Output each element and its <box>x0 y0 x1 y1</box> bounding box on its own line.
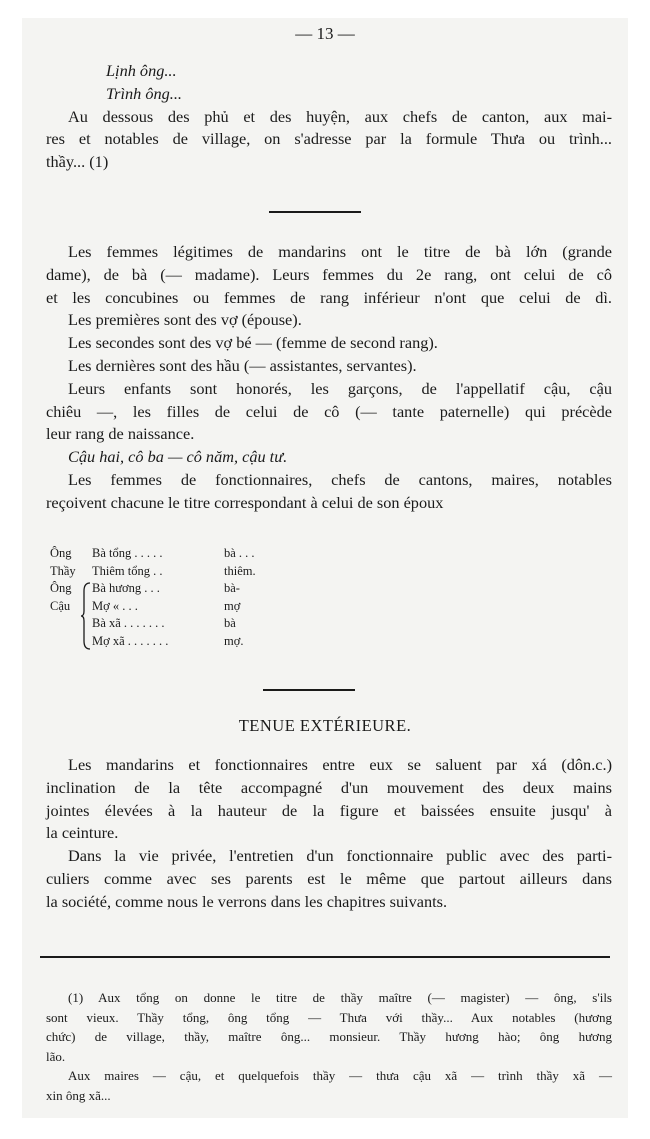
paragraph-line: Dans la vie privée, l'entretien d'un fonctionnaire public avec des parti- <box>68 846 612 866</box>
paragraph-line: la ceinture. <box>46 823 119 843</box>
book-page: — 13 — Lịnh ông... Trình ông... Au dessous des phủ et des huyện, aux chefs de canton, aux mai- res et notables de village, on s'adresse par la formule Thưa ou trình... thầy... (1) Les femmes légitimes de mandarins ont le titre de bà lớn (grande dame), de bà (— madame). Leurs femmes du 2e rang, ont celui de cô et les concubines ou femmes de rang inférieur n'ont que celui de dì. Les premières sont des vợ (épouse). Les secondes sont des vợ bé — (femme de second rang). Les dernières sont des hầu (— assistantes, servantes). Leurs enfants sont honorés, les garçons, de l'appellatif cậu, cậu chiêu —, les filles de celui de cô (— tante paternelle) qui précède leur rang de naissance. Cậu hai, cô ba — cô năm, cậu tư. Les femmes de fonctionnaires, chefs de cantons, maires, notables reçoivent chacune le titre correspondant à celui de son époux Ông Bà tổng . . . . . bà . . . Thầy Thiêm tổng . . thiêm. Ông Bà hương . . . bà- Cậu Mợ « . . . mợ Bà xã . . . . . . . bà Mợ xã . . . . . . . mợ. TENUE EXTÉRIEURE. Les mandarins et fonctionnaires entre eux se saluent par xá (dôn.c.) inclination de la tête accompagné d'un mouvement des deux mains jointes élevées à la hauteur de la figure et baissées ensuite jusqu' à la ceinture. Dans la vie privée, l'entretien d'un fonctionnaire public avec des parti- culiers comme avec ses parents est le même que partout ailleurs dans la société, comme nous le verrons dans les chapitres suivants. (1) Aux tổng on donne le titre de thầy maître (— magister) — ông, s'ils sont vieux. Thầy tổng, ông tổng — Thưa với thầy... Aux notables (hương chức) de village, thầy, maître ông... monsieur. Thầy hương hào; ông hương lão. Aux maires — cậu, et quelquefois thầy — thưa cậu xã — trình thầy xã — xin ông xã... <box>22 18 628 1118</box>
page-number: — 13 — <box>295 24 355 43</box>
intro-line-2: Trình ông... <box>106 83 182 103</box>
section-divider-1 <box>269 211 361 213</box>
paragraph-line: dame), de bà (— madame). Leurs femmes du 2e rang, ont celui de cô <box>46 264 612 284</box>
footnote-line: lão. <box>46 1048 66 1064</box>
paragraph-line: Cậu hai, cô ba — cô năm, cậu tư. <box>68 447 288 467</box>
footnote <box>46 988 612 1105</box>
paragraph-line: Les femmes de fonctionnaires, chefs de cantons, maires, notables <box>68 469 612 489</box>
footnote-line: xin ông xã... <box>46 1087 111 1103</box>
section-divider-2 <box>263 689 355 691</box>
footnote-line: chức) de village, thầy, maître ông... monsieur. Thầy hương hào; ông hương <box>46 1029 612 1044</box>
brace-glyph <box>80 581 92 651</box>
footnote-line: (1) Aux tổng on donne le titre de thầy maître (— magister) — ông, s'ils <box>68 990 612 1005</box>
paragraph-line: inclination de la tête accompagné d'un mouvement des deux mains <box>46 777 612 797</box>
footnote-line: Aux maires — cậu, et quelquefois thầy — thưa cậu xã — trình thầy xã — <box>68 1068 612 1083</box>
footnote-rule <box>40 956 610 958</box>
section-heading: TENUE EXTÉRIEURE. <box>238 716 412 735</box>
section-tenue <box>46 754 612 914</box>
footnote-line: sont vieux. Thầy tổng, ông tổng — Thưa với thầy... Aux notables (hương <box>46 1009 612 1025</box>
paragraph-line: la société, comme nous le verrons dans les chapitres suivants. <box>46 891 448 911</box>
paragraph-line: chiêu —, les filles de celui de cô (— tante paternelle) qui précède <box>46 401 612 421</box>
paragraph-line: Les mandarins et fonctionnaires entre eux se saluent par xá (dôn.c.) <box>68 755 612 774</box>
paragraph-line: et les concubines ou femmes de rang inférieur n'ont que celui de dì. <box>46 287 612 307</box>
paragraph-line: leur rang de naissance. <box>46 424 195 444</box>
intro-line-1: Lịnh ông... <box>106 61 177 80</box>
section-wives-titles <box>46 241 612 515</box>
paragraph-line: jointes élevées à la hauteur de la figure et baissées ensuite jusqu' à <box>46 800 612 820</box>
paragraph-line: culiers comme avec ses parents est le même que partout ailleurs dans <box>46 868 612 888</box>
intro-para-line-1: Au dessous des phủ et des huyện, aux chefs de canton, aux mai- <box>68 106 612 126</box>
paragraph-line: Les secondes sont des vợ bé — (femme de second rang). <box>68 333 438 353</box>
intro-para-line-3: thầy... (1) <box>46 152 109 172</box>
paragraph-line: Les dernières sont des hầu (— assistantes, servantes). <box>68 355 417 375</box>
paragraph-line: Les femmes légitimes de mandarins ont le titre de bà lớn (grande <box>68 242 612 261</box>
paragraph-line: reçoivent chacune le titre correspondant à celui de son époux <box>46 492 444 512</box>
paragraph-line: Leurs enfants sont honorés, les garçons, de l'appellatif cậu, cậu <box>68 378 612 398</box>
intro-block <box>46 60 612 174</box>
paragraph-line: Les premières sont des vợ (épouse). <box>68 310 302 330</box>
intro-para-line-2: res et notables de village, on s'adresse par la formule Thưa ou trình... <box>46 129 612 149</box>
